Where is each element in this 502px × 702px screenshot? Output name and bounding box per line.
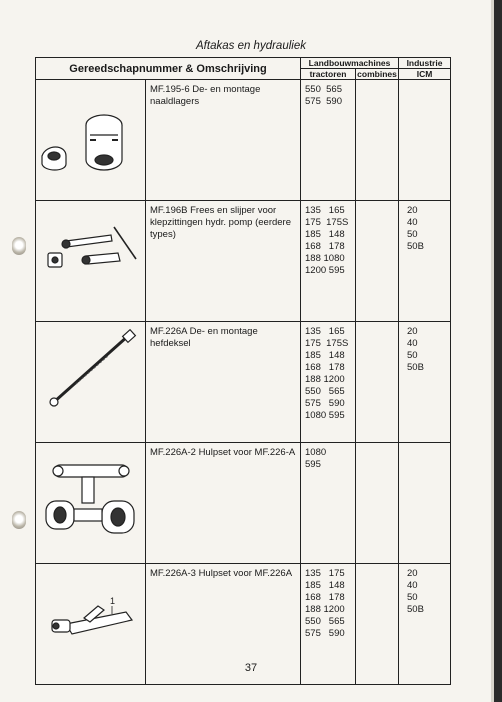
tractoren-cell: 135 165 175 175S 185 148 168 178 188 1200 550 565 575 590 1080 595 [301,322,356,443]
icm-cell: 20 40 50 50B [399,201,451,322]
combines-cell [356,201,399,322]
punch-hole-bottom [12,511,26,529]
lifter-cover-tool-drawing [36,322,146,438]
table-row [36,443,451,564]
icm-cell [399,80,451,201]
table-row [36,80,451,201]
tractoren-cell: 550 565 575 590 [301,80,356,201]
tractoren-cell: 135 165 175 175S 185 148 168 178 188 1080 1200 595 [301,201,356,322]
tool-description: MF.195-6 De- en montage naaldlagers [146,80,301,201]
tools-table [35,57,451,685]
combines-cell [356,443,399,564]
tool-description: MF.226A-3 Hulpset voor MF.226A [146,564,301,685]
tool-description: MF.196B Frees en slijper voor klepzittingen hydr. pomp (eerdere types) [146,201,301,322]
tool-description: MF.226A-2 Hulpset voor MF.226-A [146,443,301,564]
header-landbouw: Landbouwmachines [301,58,399,69]
header-tractoren: tractoren [301,69,356,80]
header-combines: combines [357,69,397,79]
header-icm: ICM [399,69,451,80]
tractoren-cell: 1080 595 [301,443,356,564]
page-binding-edge [494,0,502,702]
table-row [36,201,451,322]
tool-illustration [36,322,146,443]
tool-illustration [36,80,146,201]
combines-cell [356,322,399,443]
tool-description: MF.226A De- en montage hefdeksel [146,322,301,443]
header-tool: Gereedschapnummer & Omschrijving [36,58,301,80]
tractoren-cell: 135 175 185 148 168 178 188 1200 550 565 575 590 [301,564,356,685]
bearing-tool-drawing [36,80,146,196]
cutter-grinder-drawing [36,201,146,317]
header-industrie: Industrie [399,58,451,69]
callout-label: 1 [110,596,116,606]
icm-cell: 20 40 50 50B [399,322,451,443]
table-row [36,322,451,443]
tool-illustration [36,201,146,322]
tool-illustration [36,443,146,564]
icm-cell [399,443,451,564]
punch-hole-top [12,237,26,255]
page-number: 37 [244,662,258,674]
page-title: Aftakas en hydrauliek [196,40,306,52]
auxiliary-set-drawing [36,443,146,559]
icm-cell: 20 40 50 50B [399,564,451,685]
combines-cell [356,80,399,201]
